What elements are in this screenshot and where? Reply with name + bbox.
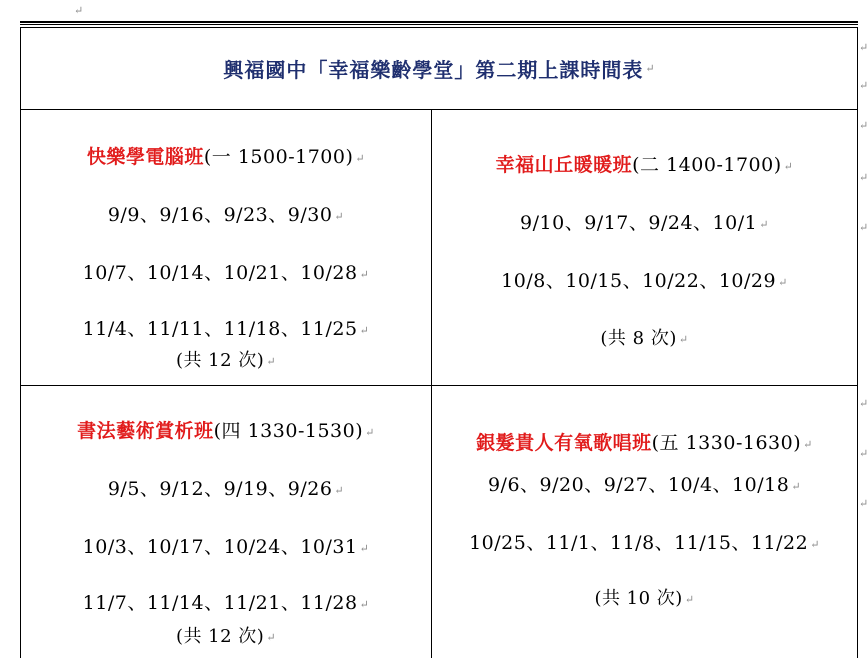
- date-line: [432, 208, 857, 235]
- paragraph-mark: ↵: [778, 275, 788, 289]
- paragraph-mark: ↵: [810, 537, 820, 551]
- course-time: (五 1330-1630): [651, 432, 802, 454]
- course-time: (二 1400-1700): [632, 154, 782, 176]
- date-line: [21, 532, 431, 559]
- title-row: [21, 28, 857, 110]
- paragraph-mark: ↵: [359, 267, 370, 281]
- date-list: 9/5、9/12、9/19、9/26: [107, 478, 333, 500]
- paragraph-mark: ↵: [783, 159, 794, 173]
- course-name: 幸福山丘暖暖班: [495, 154, 633, 176]
- course-heading: [21, 416, 431, 443]
- table-title: 興福國中「幸福樂齡學堂」第二期上課時間表: [223, 58, 644, 82]
- paragraph-mark: ↵: [859, 41, 868, 54]
- paragraph-mark: ↵: [791, 479, 802, 493]
- date-list: 9/6、9/20、9/27、10/4、10/18: [487, 474, 790, 496]
- date-list: 10/7、10/14、10/21、10/28: [82, 262, 358, 284]
- paragraph-mark: ↵: [859, 171, 868, 184]
- course-time: (四 1330-1530): [213, 420, 364, 442]
- schedule-table: [20, 27, 858, 658]
- session-count-text: (共 8 次): [600, 328, 677, 349]
- paragraph-mark: ↵: [645, 62, 655, 75]
- session-count: [432, 584, 857, 610]
- session-count: [432, 324, 857, 350]
- course-heading: [432, 428, 857, 455]
- course-name: 書法藝術賞析班: [77, 420, 214, 442]
- course-cell-calligraphy: [21, 386, 432, 658]
- paragraph-mark: ↵: [359, 597, 370, 611]
- paragraph-mark: ↵: [859, 397, 868, 410]
- paragraph-mark: ↵: [759, 217, 769, 231]
- paragraph-mark: ↵: [359, 323, 370, 337]
- date-line: [432, 528, 857, 555]
- paragraph-mark: ↵: [859, 221, 868, 234]
- date-line: [21, 314, 431, 341]
- date-line: [21, 258, 431, 285]
- paragraph-mark: ↵: [266, 354, 277, 368]
- course-cell-singing: [432, 386, 857, 658]
- paragraph-mark: ↵: [334, 483, 345, 497]
- date-line: [432, 470, 857, 497]
- paragraph-mark: ↵: [266, 630, 277, 644]
- session-count: [21, 622, 431, 648]
- session-count-text: (共 12 次): [175, 350, 265, 371]
- date-list: 9/9、9/16、9/23、9/30: [107, 204, 333, 226]
- top-double-rule: [20, 21, 858, 25]
- paragraph-mark: ↵: [365, 425, 375, 439]
- date-line: [21, 200, 431, 227]
- session-count-text: (共 10 次): [594, 588, 683, 609]
- paragraph-mark: ↵: [678, 332, 689, 346]
- paragraph-mark: ↵: [859, 447, 868, 460]
- course-name: 快樂學電腦班: [86, 146, 204, 168]
- table-row: [21, 386, 857, 658]
- paragraph-mark: ↵: [74, 4, 84, 17]
- date-list: 10/3、10/17、10/24、10/31: [82, 536, 358, 558]
- paragraph-mark: ↵: [334, 209, 345, 223]
- course-cell-warmth: [432, 110, 857, 385]
- paragraph-mark: ↵: [859, 497, 868, 510]
- course-cell-computer: [21, 110, 432, 385]
- date-list: 10/25、11/1、11/8、11/15、11/22: [469, 532, 809, 554]
- date-list: 10/8、10/15、10/22、10/29: [501, 270, 777, 292]
- date-line: [21, 588, 431, 615]
- table-row: [21, 110, 857, 386]
- course-heading: [21, 142, 431, 169]
- date-list: 11/4、11/11、11/18、11/25: [82, 318, 358, 340]
- date-line: [21, 474, 431, 501]
- paragraph-mark: ↵: [355, 151, 366, 165]
- session-count: [21, 346, 431, 372]
- paragraph-mark: ↵: [684, 592, 695, 606]
- paragraph-mark: ↵: [803, 437, 813, 451]
- date-list: 11/7、11/14、11/21、11/28: [82, 592, 358, 614]
- paragraph-mark: ↵: [359, 541, 370, 555]
- course-name: 銀髮貴人有氧歌唱班: [476, 432, 652, 454]
- course-time: (一 1500-1700): [203, 146, 354, 168]
- paragraph-mark: ↵: [859, 79, 868, 92]
- paragraph-mark: ↵: [859, 119, 868, 132]
- date-list: 9/10、9/17、9/24、10/1: [520, 212, 758, 234]
- session-count-text: (共 12 次): [175, 626, 265, 647]
- course-heading: [432, 150, 857, 177]
- date-line: [432, 266, 857, 293]
